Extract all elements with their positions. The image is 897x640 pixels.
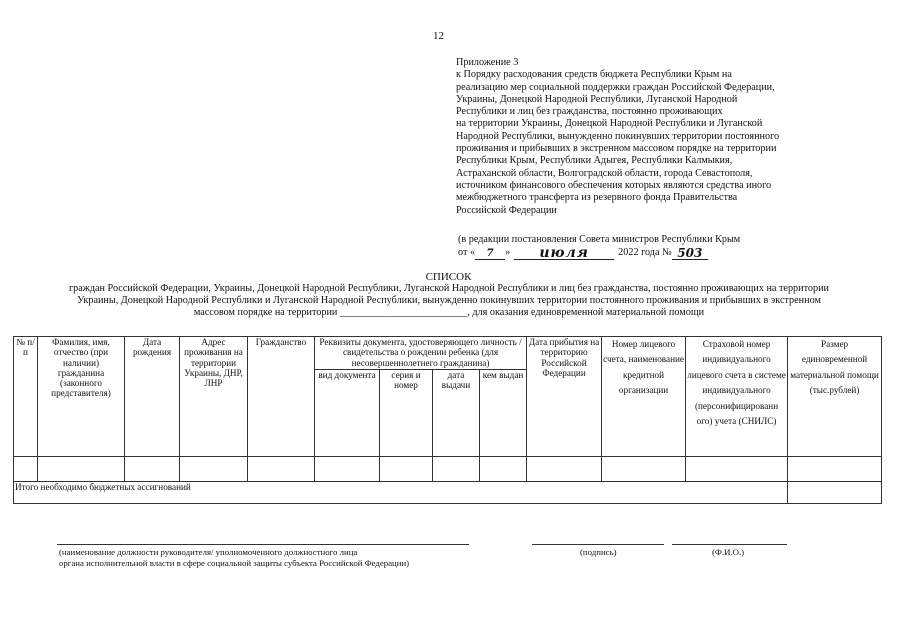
col-header-num: № п/п	[14, 337, 38, 457]
recipients-table	[13, 336, 882, 504]
edition-line-2	[458, 244, 858, 261]
col-header-address: Адрес проживания на территории Украины, ДНР, ЛНР	[180, 337, 248, 457]
signature-line	[532, 544, 664, 545]
col-header-snils: Страховой номер индивидуального лицевого счета в системе индивидуального (персонифицированн ого) учета (СНИЛС)	[686, 337, 788, 457]
header-row	[14, 337, 882, 370]
col-header-birth: Дата рождения	[125, 337, 180, 457]
col-header-amount: Размер единовременной материальной помощи (тыс.рублей)	[788, 337, 882, 457]
edition-line-1: (в редакции постановления Совета министров Республики Крым	[458, 234, 741, 245]
position-line	[57, 544, 469, 545]
total-amount-cell	[788, 482, 882, 504]
edition-number: 503	[672, 247, 708, 260]
col-header-document-group: Реквизиты документа, удостоверяющего личность / свидетельства о рождении ребенка (для несовершеннолетнего гражданина)	[315, 337, 527, 370]
edition-note	[458, 234, 858, 260]
page-number: 12	[433, 30, 444, 42]
col-header-citizenship: Гражданство	[248, 337, 315, 457]
total-row	[14, 482, 882, 504]
name-line	[672, 544, 787, 545]
list-subtitle: граждан Российской Федерации, Украины, Донецкой Народной Республики, Луганской Народной Республики и лиц без гражданства, постоянно проживающих на территории Украины, Донецкой Народной Республики и Луганской Народной Республики, вынужденно покинувших территории постоянного проживания и прибывших в экстренном массовом порядке на территории _________________________, для оказания единовременной материальной помощи	[69, 283, 829, 319]
name-caption: (Ф.И.О.)	[712, 547, 745, 557]
position-caption: (наименование должности руководителя/ уполномоченного должностного лица органа исполнительной власти в сфере социальной защиты субъекта Российской Федерации)	[59, 547, 410, 568]
edition-from-prefix: от «	[458, 247, 476, 258]
edition-quote-close: »	[505, 247, 511, 258]
edition-month: июля	[514, 247, 614, 260]
signature-caption: (подпись)	[580, 547, 617, 557]
col-header-name: Фамилия, имя, отчество (при наличии) гражданина (законного представителя)	[38, 337, 125, 457]
edition-year: 2022 года №	[618, 247, 672, 258]
list-title: СПИСОК	[425, 271, 472, 283]
edition-day: 7	[475, 247, 505, 260]
col-header-doc-date: дата выдачи	[433, 370, 480, 457]
col-header-account: Номер лицевого счета, наименование кредитной организации	[602, 337, 686, 457]
table-row	[14, 457, 882, 482]
col-header-doc-series: серия и номер	[380, 370, 433, 457]
total-label: Итого необходимо бюджетных ассигнований	[14, 482, 788, 504]
appendix-header: Приложение 3 к Порядку расходования средств бюджета Республики Крым на реализацию мер социальной поддержки граждан Российской Федерации, Украины, Донецкой Народной Республики, Луганской Народной Республики и лиц без гражданства, постоянно проживающих на территории Украины, Донецкой Народной Республики и Луганской Народной Республики, вынужденно покинувших территории постоянного проживания и прибывших в экстренном массовом порядке на территории Республики Крым, Республики Адыгея, Республики Калмыкия, Астраханской области, Волгоградской области, города Севастополя, источником финансового обеспечения которых являются средства иного межбюджетного трансферта из резервного фонда Правительства Российской Федерации	[456, 57, 780, 216]
col-header-arrival: Дата прибытия на территорию Российской Федерации	[527, 337, 602, 457]
col-header-doc-type: вид документа	[315, 370, 380, 457]
col-header-doc-issuer: кем выдан	[480, 370, 527, 457]
